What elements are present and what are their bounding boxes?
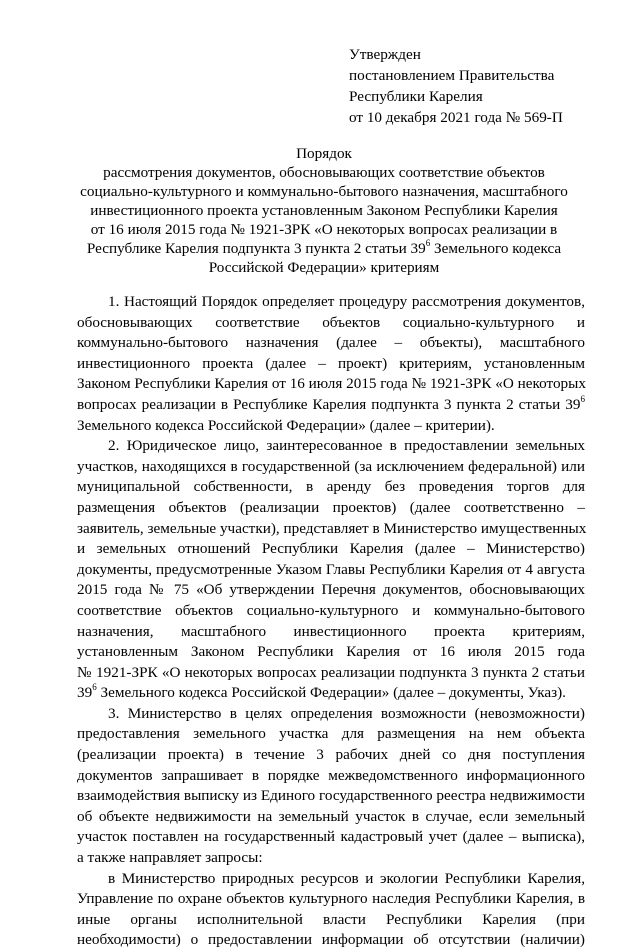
- body-line: Земельного кодекса Российской Федерации» (далее – критерии).: [77, 416, 495, 434]
- body-line: 2. Юридическое лицо, заинтересованное в предоставлении земельных: [108, 437, 585, 455]
- title-line: Российской Федерации» критериям: [208, 259, 440, 276]
- body-line: и земельных отношений Республики Карелия (далее – Министерство): [77, 540, 585, 558]
- body-line: (реализации проекта) в течение 3 рабочих дней со дня поступления: [77, 746, 585, 764]
- approval-line: постановлением Правительства: [349, 67, 555, 84]
- body-line: № 1921-ЗРК «О некоторых вопросах реализации подпункта 3 пункта 2 статьи: [77, 663, 585, 681]
- body-line: участок поставлен на государственный кадастровый учет (далее – выписка),: [77, 828, 585, 846]
- approval-line: Республики Карелия: [349, 88, 483, 105]
- body-line: соответствие объектов социально-культурного и коммунально-бытового: [77, 601, 585, 619]
- document-body: [77, 292, 585, 951]
- body-line: а также направляет запросы:: [77, 849, 263, 867]
- body-line: документы, предусмотренные Указом Главы Республики Карелия от 4 августа: [77, 560, 585, 578]
- approval-stamp: [349, 44, 563, 128]
- body-line: коммунально-бытового назначения (далее – объекты), масштабного: [77, 334, 585, 352]
- body-line: взаимодействия выписку из Единого государственного реестра недвижимости: [77, 787, 585, 805]
- title-line: инвестиционного проекта установленным Законом Республики Карелия: [90, 202, 558, 219]
- body-line: Управление по охране объектов культурного наследия Республики Карелия, в: [77, 890, 585, 908]
- body-line: предоставления земельного участка для размещения на нем объекта: [77, 725, 585, 743]
- body-line: Законом Республики Карелия от 16 июля 2015 года № 1921-ЗРК «О некоторых: [77, 375, 586, 393]
- body-line: $39^6$ Земельного кодекса Российской Федерации» (далее – документы, Указ).: [77, 682, 566, 702]
- body-line: необходимости) о предоставлении информации об отсутствии (наличии): [77, 931, 585, 949]
- body-line: участков, находящихся в государственной (за исключением федеральной) или: [77, 457, 585, 475]
- body-line: 1. Настоящий Порядок определяет процедуру рассмотрения документов,: [108, 293, 585, 310]
- body-line: муниципальной собственности, в аренду без проведения торгов для: [77, 478, 585, 496]
- title-line: социально-культурного и коммунально-бытового назначения, масштабного: [80, 183, 568, 200]
- title-heading: Порядок: [296, 145, 352, 162]
- title-line: Республике Карелия подпункта 3 пункта 2 статьи $39^6$ Земельного кодекса: [86, 237, 562, 257]
- superscript: 6: [92, 682, 97, 693]
- body-line: в Министерство природных ресурсов и экологии Республики Карелия,: [108, 869, 585, 887]
- body-line: инвестиционного проекта (далее – проект) критериям, установленным: [77, 354, 585, 372]
- body-line: обосновывающих соответствие объектов социально-культурного и: [77, 313, 585, 331]
- approval-line: Утвержден: [349, 46, 421, 63]
- superscript: 6: [425, 237, 431, 248]
- body-line: размещения объектов (реализации проектов) (далее соответственно –: [77, 498, 585, 516]
- body-line: 2015 года № 75 «Об утверждении Перечня документов, обосновывающих: [77, 581, 585, 599]
- body-line: иные органы исполнительной власти Республики Карелия (при: [77, 910, 585, 928]
- body-line: вопросах реализации в Республике Карелия подпункта 3 пункта 2 статьи $39^6$: [77, 393, 585, 413]
- superscript: 6: [580, 393, 585, 404]
- document-title: [62, 144, 586, 277]
- body-line: 3. Министерство в целях определения возможности (невозможности): [108, 704, 585, 722]
- title-line: от 16 июля 2015 года № 1921-ЗРК «О некоторых вопросах реализации в: [90, 221, 558, 238]
- body-line: установленным Законом Республики Карелия от 16 июля 2015 года: [77, 643, 585, 661]
- title-line: рассмотрения документов, обосновывающих соответствие объектов: [103, 164, 545, 181]
- body-line: документов запрашивает в порядке межведомственного информационного: [77, 766, 585, 784]
- body-line: назначения, масштабного инвестиционного проекта критериям,: [77, 622, 585, 640]
- body-line: об объекте недвижимости на земельный участок в случае, если земельный: [77, 807, 585, 825]
- approval-line: от 10 декабря 2021 года № 569-П: [349, 109, 563, 126]
- body-line: заявитель, земельные участки), представляет в Министерство имущественных: [77, 519, 587, 537]
